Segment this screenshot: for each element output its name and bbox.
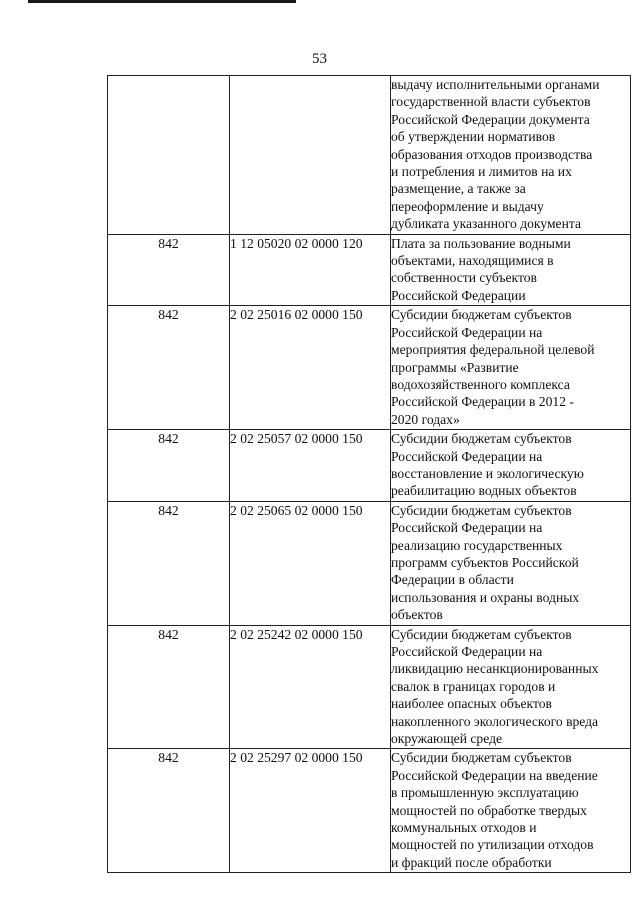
name-line: и потребления и лимитов на их bbox=[391, 164, 572, 180]
admin-code-cell: 842 bbox=[108, 501, 230, 625]
page-number: 53 bbox=[312, 51, 327, 67]
name-line: программы «Развитие bbox=[391, 359, 519, 375]
budget-code-cell: 2 02 25016 02 0000 150 bbox=[230, 306, 391, 430]
name-line: реабилитацию водных объектов bbox=[391, 483, 577, 499]
name-line: объектами, находящимися в bbox=[391, 253, 554, 269]
revenue-name-cell bbox=[391, 306, 631, 430]
name-line: Российской Федерации на введение bbox=[391, 767, 598, 783]
name-line: в промышленную эксплуатацию bbox=[391, 785, 579, 801]
name-line: Российской Федерации bbox=[391, 287, 526, 303]
name-line: Субсидии бюджетам субъектов bbox=[391, 502, 572, 518]
name-line: размещение, а также за bbox=[391, 181, 526, 197]
revenue-name-cell bbox=[391, 501, 631, 625]
budget-code-cell: 2 02 25065 02 0000 150 bbox=[230, 501, 391, 625]
admin-code-cell: 842 bbox=[108, 430, 230, 502]
budget-code-cell: 2 02 25057 02 0000 150 bbox=[230, 430, 391, 502]
admin-code-cell bbox=[108, 76, 230, 235]
table-row bbox=[108, 625, 631, 749]
budget-code-cell bbox=[230, 76, 391, 235]
name-line: об утверждении нормативов bbox=[391, 129, 556, 145]
admin-code-cell: 842 bbox=[108, 625, 230, 749]
name-line: Плата за пользование водными bbox=[391, 235, 571, 251]
name-line: мощностей по обработке твердых bbox=[391, 802, 587, 818]
table-row bbox=[108, 501, 631, 625]
name-line: Российской Федерации на bbox=[391, 448, 543, 464]
name-line: и фракций после обработки bbox=[391, 854, 552, 870]
name-line: свалок в границах городов и bbox=[391, 678, 556, 694]
name-line: Субсидии бюджетам субъектов bbox=[391, 626, 572, 642]
table-row bbox=[108, 430, 631, 502]
revenue-name-cell bbox=[391, 234, 631, 306]
name-line: Российской Федерации в 2012 - bbox=[391, 394, 574, 410]
table-row bbox=[108, 234, 631, 306]
name-line: наиболее опасных объектов bbox=[391, 696, 552, 712]
name-line: Российской Федерации на bbox=[391, 324, 543, 340]
revenue-name-cell bbox=[391, 76, 631, 235]
name-line: мощностей по утилизации отходов bbox=[391, 837, 594, 853]
budget-code-cell: 1 12 05020 02 0000 120 bbox=[230, 234, 391, 306]
budget-code-cell: 2 02 25242 02 0000 150 bbox=[230, 625, 391, 749]
header-rule bbox=[28, 0, 296, 3]
name-line: Федерации в области bbox=[391, 572, 514, 588]
name-line: окружающей среде bbox=[391, 731, 503, 747]
name-line: мероприятия федеральной целевой bbox=[391, 342, 595, 358]
name-line: Российской Федерации на bbox=[391, 520, 543, 536]
name-line: объектов bbox=[391, 607, 443, 623]
name-line: ликвидацию несанкционированных bbox=[391, 661, 599, 677]
name-line: накопленного экологического вреда bbox=[391, 713, 599, 729]
name-line: государственной власти субъектов bbox=[391, 94, 591, 110]
name-line: коммунальных отходов и bbox=[391, 820, 537, 836]
budget-classification-table bbox=[107, 75, 631, 873]
revenue-name-cell bbox=[391, 625, 631, 749]
name-line: Субсидии бюджетам субъектов bbox=[391, 750, 572, 766]
table-row bbox=[108, 76, 631, 235]
name-line: Российской Федерации на bbox=[391, 644, 543, 659]
name-line: собственности субъектов bbox=[391, 270, 537, 286]
name-line: восстановление и экологическую bbox=[391, 465, 584, 481]
name-line: водохозяйственного комплекса bbox=[391, 376, 570, 392]
name-line: Субсидии бюджетам субъектов bbox=[391, 431, 572, 447]
name-line: реализацию государственных bbox=[391, 537, 563, 553]
admin-code-cell: 842 bbox=[108, 306, 230, 430]
name-line: программ субъектов Российской bbox=[391, 554, 579, 570]
revenue-name-cell bbox=[391, 749, 631, 873]
name-line: выдачу исполнительными органами bbox=[391, 77, 600, 92]
admin-code-cell: 842 bbox=[108, 749, 230, 873]
name-line: образования отходов производства bbox=[391, 146, 593, 162]
name-line: дубликата указанного документа bbox=[391, 216, 581, 232]
name-line: Субсидии бюджетам субъектов bbox=[391, 307, 572, 323]
name-line: переоформление и выдачу bbox=[391, 198, 544, 214]
table-row bbox=[108, 749, 631, 873]
name-line: 2020 годах» bbox=[391, 411, 460, 427]
table-body bbox=[108, 76, 631, 873]
budget-code-cell: 2 02 25297 02 0000 150 bbox=[230, 749, 391, 873]
name-line: Российской Федерации документа bbox=[391, 111, 590, 127]
table-row bbox=[108, 306, 631, 430]
name-line: использования и охраны водных bbox=[391, 589, 580, 605]
revenue-name-cell bbox=[391, 430, 631, 502]
admin-code-cell: 842 bbox=[108, 234, 230, 306]
